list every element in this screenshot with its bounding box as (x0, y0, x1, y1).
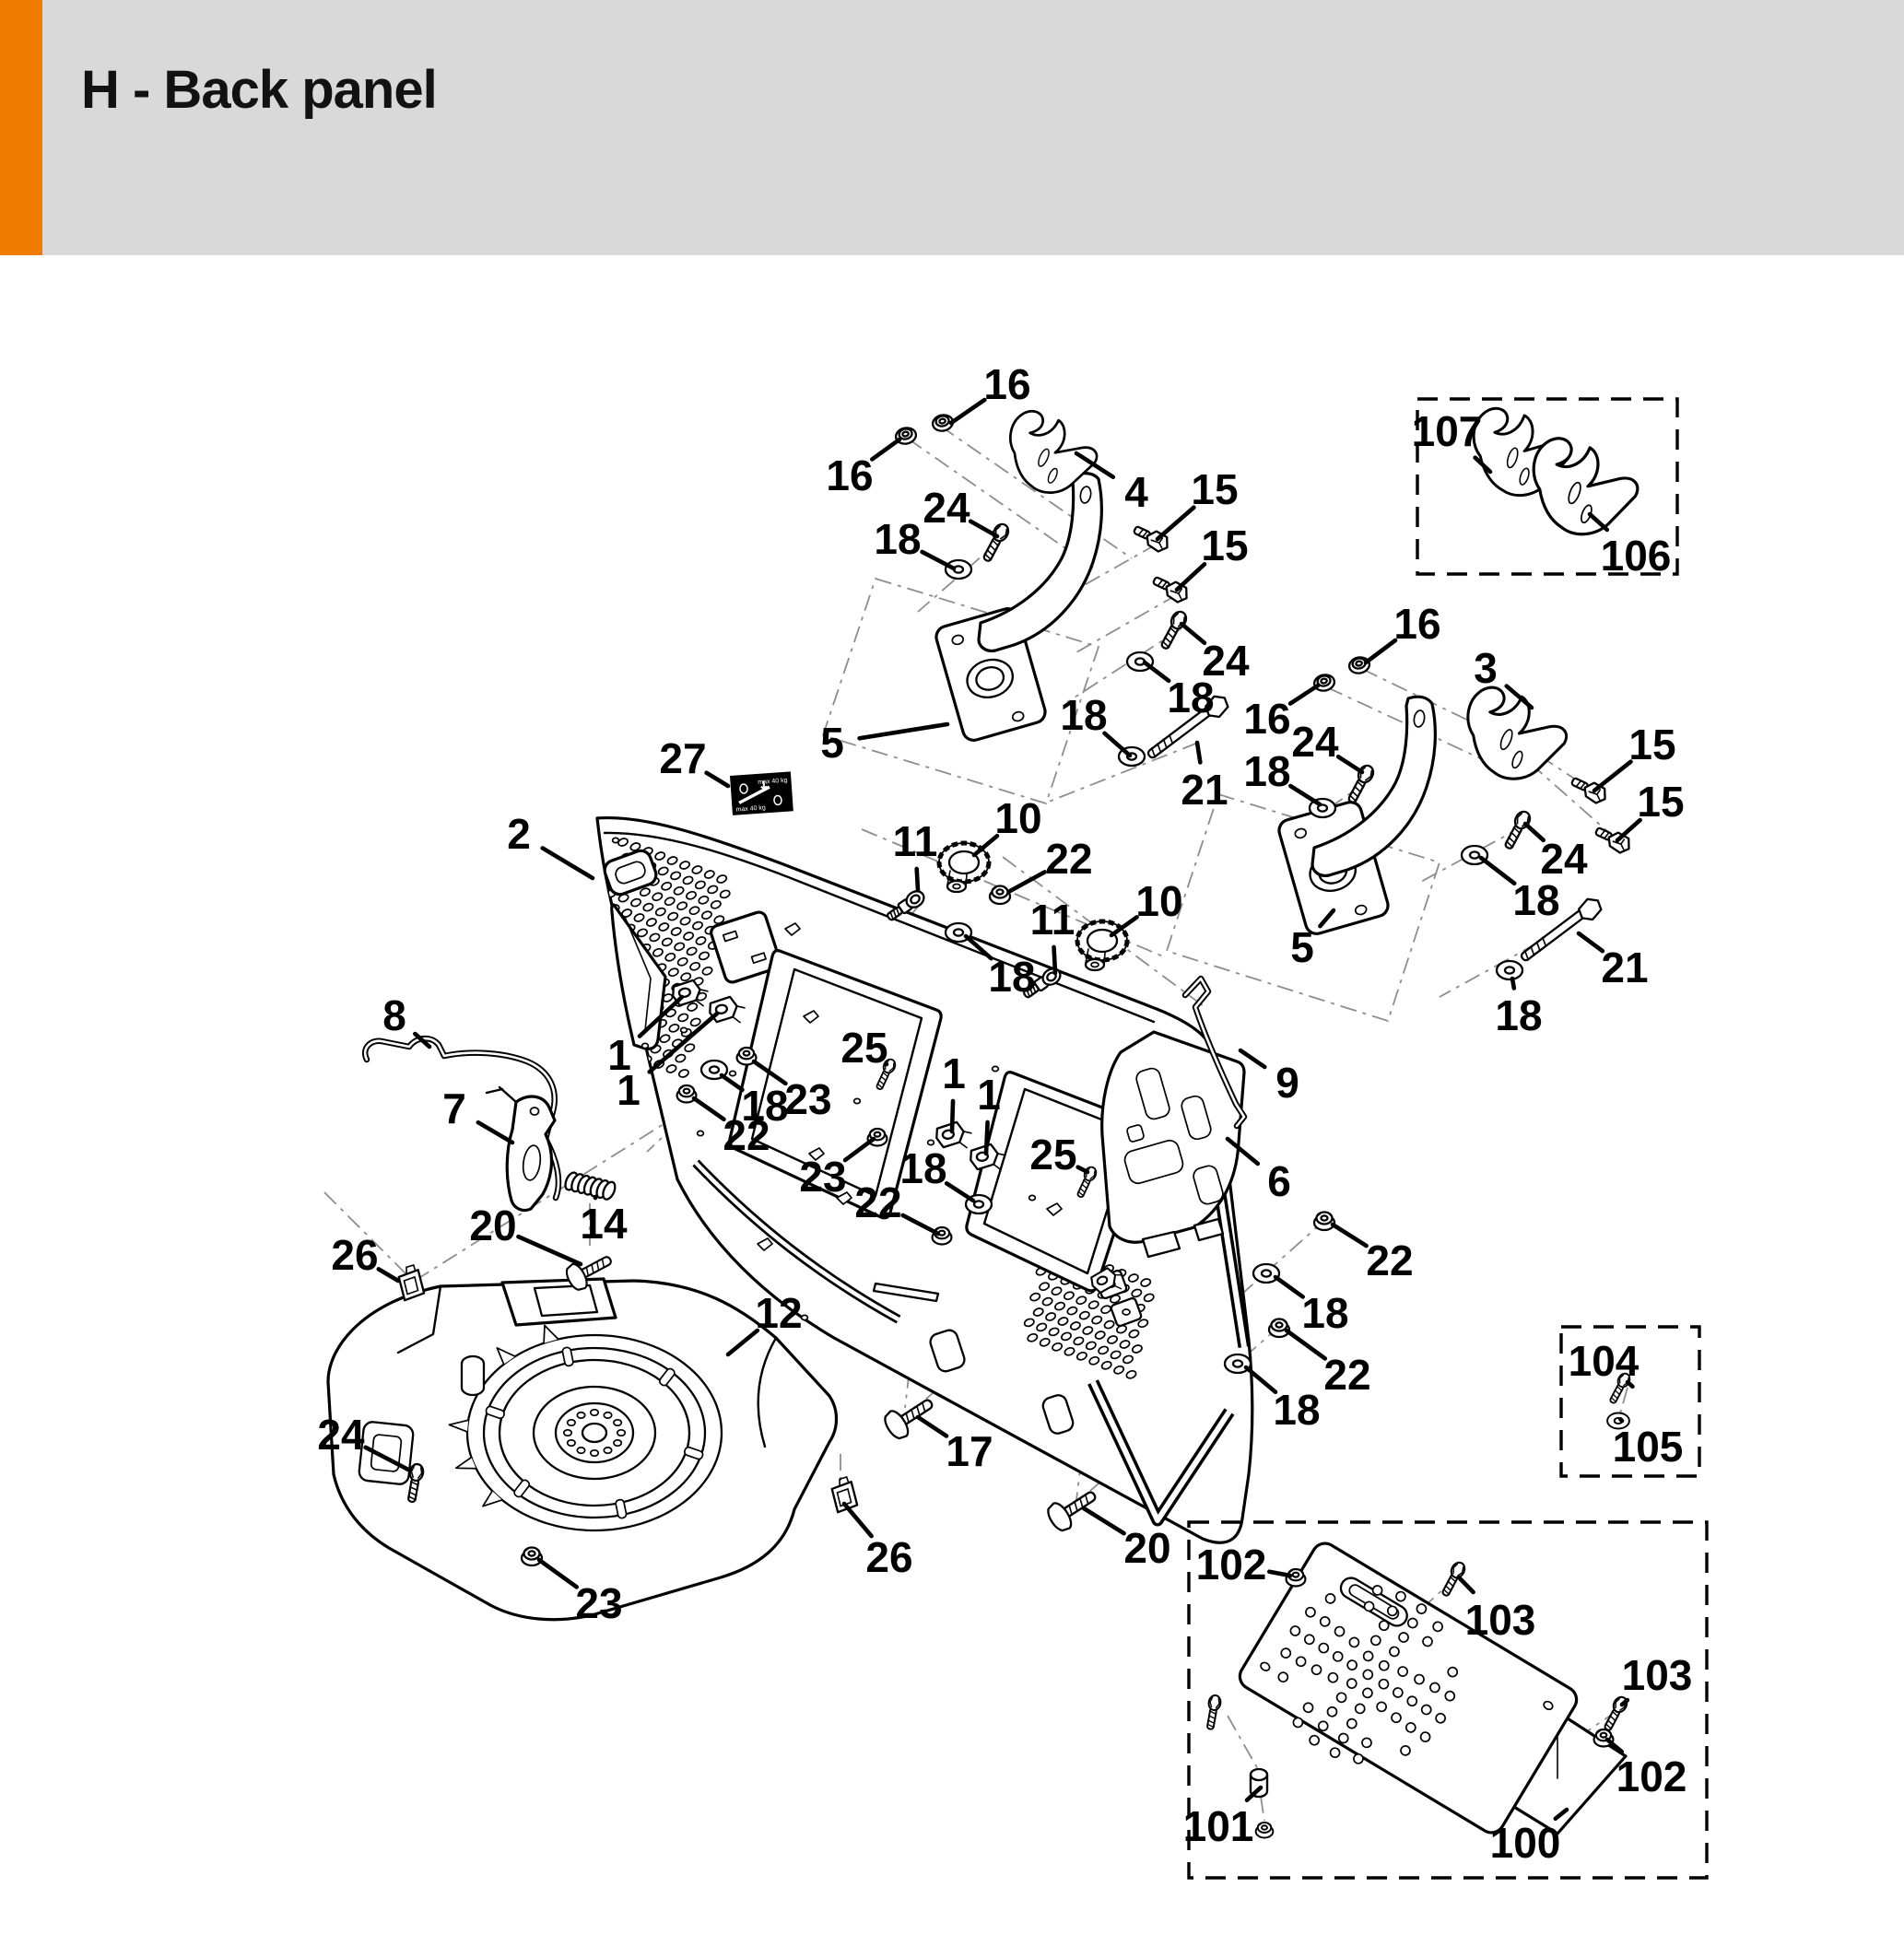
part-spring-14 (562, 1170, 618, 1202)
page-title: H - Back panel (81, 60, 437, 120)
svg-text:106: 106 (1600, 532, 1672, 580)
svg-text:2: 2 (507, 810, 531, 858)
svg-text:8: 8 (382, 991, 406, 1039)
callout-5 (820, 719, 947, 767)
callout-14 (580, 1197, 628, 1248)
svg-text:17: 17 (946, 1427, 993, 1475)
svg-text:104: 104 (1568, 1337, 1640, 1385)
svg-text:24: 24 (923, 484, 970, 532)
svg-text:15: 15 (1191, 465, 1239, 513)
svg-text:18: 18 (1495, 991, 1543, 1039)
svg-text:11: 11 (892, 817, 938, 865)
svg-text:107: 107 (1411, 407, 1483, 455)
callout-27 (659, 734, 728, 786)
callout-17 (918, 1417, 993, 1475)
svg-text:22: 22 (1366, 1237, 1414, 1284)
callout-16 (951, 360, 1031, 423)
callout-10 (1111, 877, 1183, 935)
callout-21 (1579, 933, 1649, 991)
callout-22 (1333, 1225, 1414, 1284)
svg-text:11: 11 (1029, 896, 1075, 944)
svg-text:22: 22 (1045, 835, 1093, 883)
part-lever-7 (487, 1087, 555, 1211)
svg-text:16: 16 (826, 451, 874, 499)
callout-107 (1412, 407, 1490, 472)
svg-text:18: 18 (1060, 691, 1108, 739)
svg-text:15: 15 (1637, 778, 1685, 826)
part-warning-sticker-27 (730, 771, 793, 815)
callout-24 (1525, 824, 1588, 883)
svg-text:103: 103 (1621, 1651, 1693, 1699)
svg-text:24: 24 (1291, 718, 1339, 766)
svg-text:3: 3 (1474, 644, 1498, 692)
callout-18 (1495, 979, 1542, 1039)
callout-8 (382, 991, 429, 1047)
svg-text:12: 12 (755, 1289, 803, 1337)
svg-text:22: 22 (854, 1178, 902, 1226)
svg-text:5: 5 (1290, 923, 1314, 971)
svg-text:102: 102 (1195, 1541, 1267, 1588)
callout-18 (1246, 1367, 1321, 1434)
svg-text:23: 23 (799, 1153, 847, 1201)
callout-106 (1590, 514, 1671, 580)
callout-16 (1366, 600, 1441, 662)
callout-102 (1196, 1541, 1290, 1588)
callout-104 (1569, 1337, 1640, 1387)
svg-text:25: 25 (840, 1024, 888, 1072)
inset-hook-brackets (1474, 408, 1640, 537)
callout-10 (974, 794, 1042, 855)
svg-text:26: 26 (865, 1533, 913, 1581)
callout-16 (826, 440, 899, 499)
svg-text:22: 22 (723, 1111, 770, 1159)
svg-text:6: 6 (1267, 1157, 1291, 1205)
callout-18 (1060, 691, 1130, 756)
callout-24 (1291, 718, 1362, 772)
callout-100 (1490, 1810, 1567, 1867)
svg-text:22: 22 (1323, 1351, 1371, 1399)
svg-text:27: 27 (659, 734, 707, 782)
parts-artwork (328, 408, 1640, 1850)
svg-text:16: 16 (1243, 695, 1291, 743)
fastener-screw-101 (1205, 1694, 1222, 1730)
svg-text:18: 18 (1167, 674, 1215, 721)
part-hook-106 (1531, 437, 1640, 536)
svg-text:18: 18 (988, 953, 1036, 1001)
callout-101 (1183, 1788, 1261, 1850)
svg-text:max 40 kg: max 40 kg (735, 804, 767, 814)
svg-text:18: 18 (1512, 876, 1560, 924)
svg-text:24: 24 (317, 1411, 365, 1459)
svg-text:105: 105 (1612, 1423, 1684, 1471)
callout-105 (1613, 1419, 1684, 1471)
svg-text:24: 24 (1202, 637, 1250, 685)
svg-text:18: 18 (899, 1144, 947, 1192)
callout-26 (844, 1504, 913, 1581)
fastener-nut-101 (1256, 1823, 1274, 1838)
svg-text:15: 15 (1201, 522, 1249, 569)
svg-text:5: 5 (820, 719, 844, 767)
svg-text:1: 1 (607, 1031, 631, 1079)
callout-7 (442, 1084, 512, 1143)
svg-text:25: 25 (1029, 1131, 1077, 1178)
svg-text:23: 23 (575, 1579, 623, 1627)
svg-text:15: 15 (1628, 721, 1676, 768)
callout-24 (923, 484, 997, 536)
callout-22 (1010, 835, 1093, 891)
svg-text:4: 4 (1124, 468, 1148, 516)
callout-21 (1181, 743, 1228, 814)
svg-text:7: 7 (442, 1084, 466, 1132)
svg-text:100: 100 (1489, 1819, 1561, 1867)
svg-text:9: 9 (1275, 1059, 1299, 1107)
svg-text:24: 24 (1540, 835, 1588, 883)
svg-text:max 40 kg: max 40 kg (758, 777, 788, 786)
svg-text:18: 18 (1243, 747, 1291, 795)
svg-text:101: 101 (1182, 1802, 1254, 1850)
svg-text:16: 16 (983, 360, 1031, 408)
svg-text:18: 18 (1301, 1289, 1349, 1337)
inset-lower-grille (1205, 1539, 1629, 1850)
fastener-nut-102a (1287, 1569, 1306, 1587)
svg-text:21: 21 (1181, 766, 1228, 814)
svg-text:20: 20 (469, 1202, 517, 1249)
callout-15 (1617, 778, 1685, 840)
svg-text:1: 1 (977, 1071, 1001, 1119)
svg-text:102: 102 (1616, 1753, 1687, 1800)
svg-text:10: 10 (994, 794, 1042, 842)
svg-text:10: 10 (1135, 877, 1183, 925)
svg-text:20: 20 (1123, 1524, 1171, 1572)
callout-11 (893, 817, 938, 890)
callout-9 (1240, 1050, 1299, 1107)
svg-text:103: 103 (1464, 1596, 1536, 1644)
svg-text:1: 1 (617, 1066, 641, 1114)
svg-text:18: 18 (1273, 1386, 1321, 1434)
callout-15 (1177, 522, 1249, 590)
svg-text:23: 23 (784, 1075, 832, 1123)
callout-103 (1622, 1651, 1693, 1705)
callout-102 (1607, 1740, 1687, 1800)
callout-103 (1459, 1577, 1535, 1644)
callout-2 (507, 810, 593, 878)
callout-25 (840, 1024, 887, 1072)
part-hook-bracket-3 (1463, 686, 1569, 782)
svg-text:21: 21 (1601, 944, 1649, 991)
svg-text:18: 18 (741, 1082, 789, 1130)
svg-text:18: 18 (874, 515, 922, 563)
svg-text:1: 1 (942, 1049, 966, 1097)
svg-text:16: 16 (1393, 600, 1441, 648)
callout-6 (1228, 1139, 1291, 1205)
svg-text:14: 14 (580, 1200, 628, 1248)
svg-text:26: 26 (331, 1231, 379, 1279)
